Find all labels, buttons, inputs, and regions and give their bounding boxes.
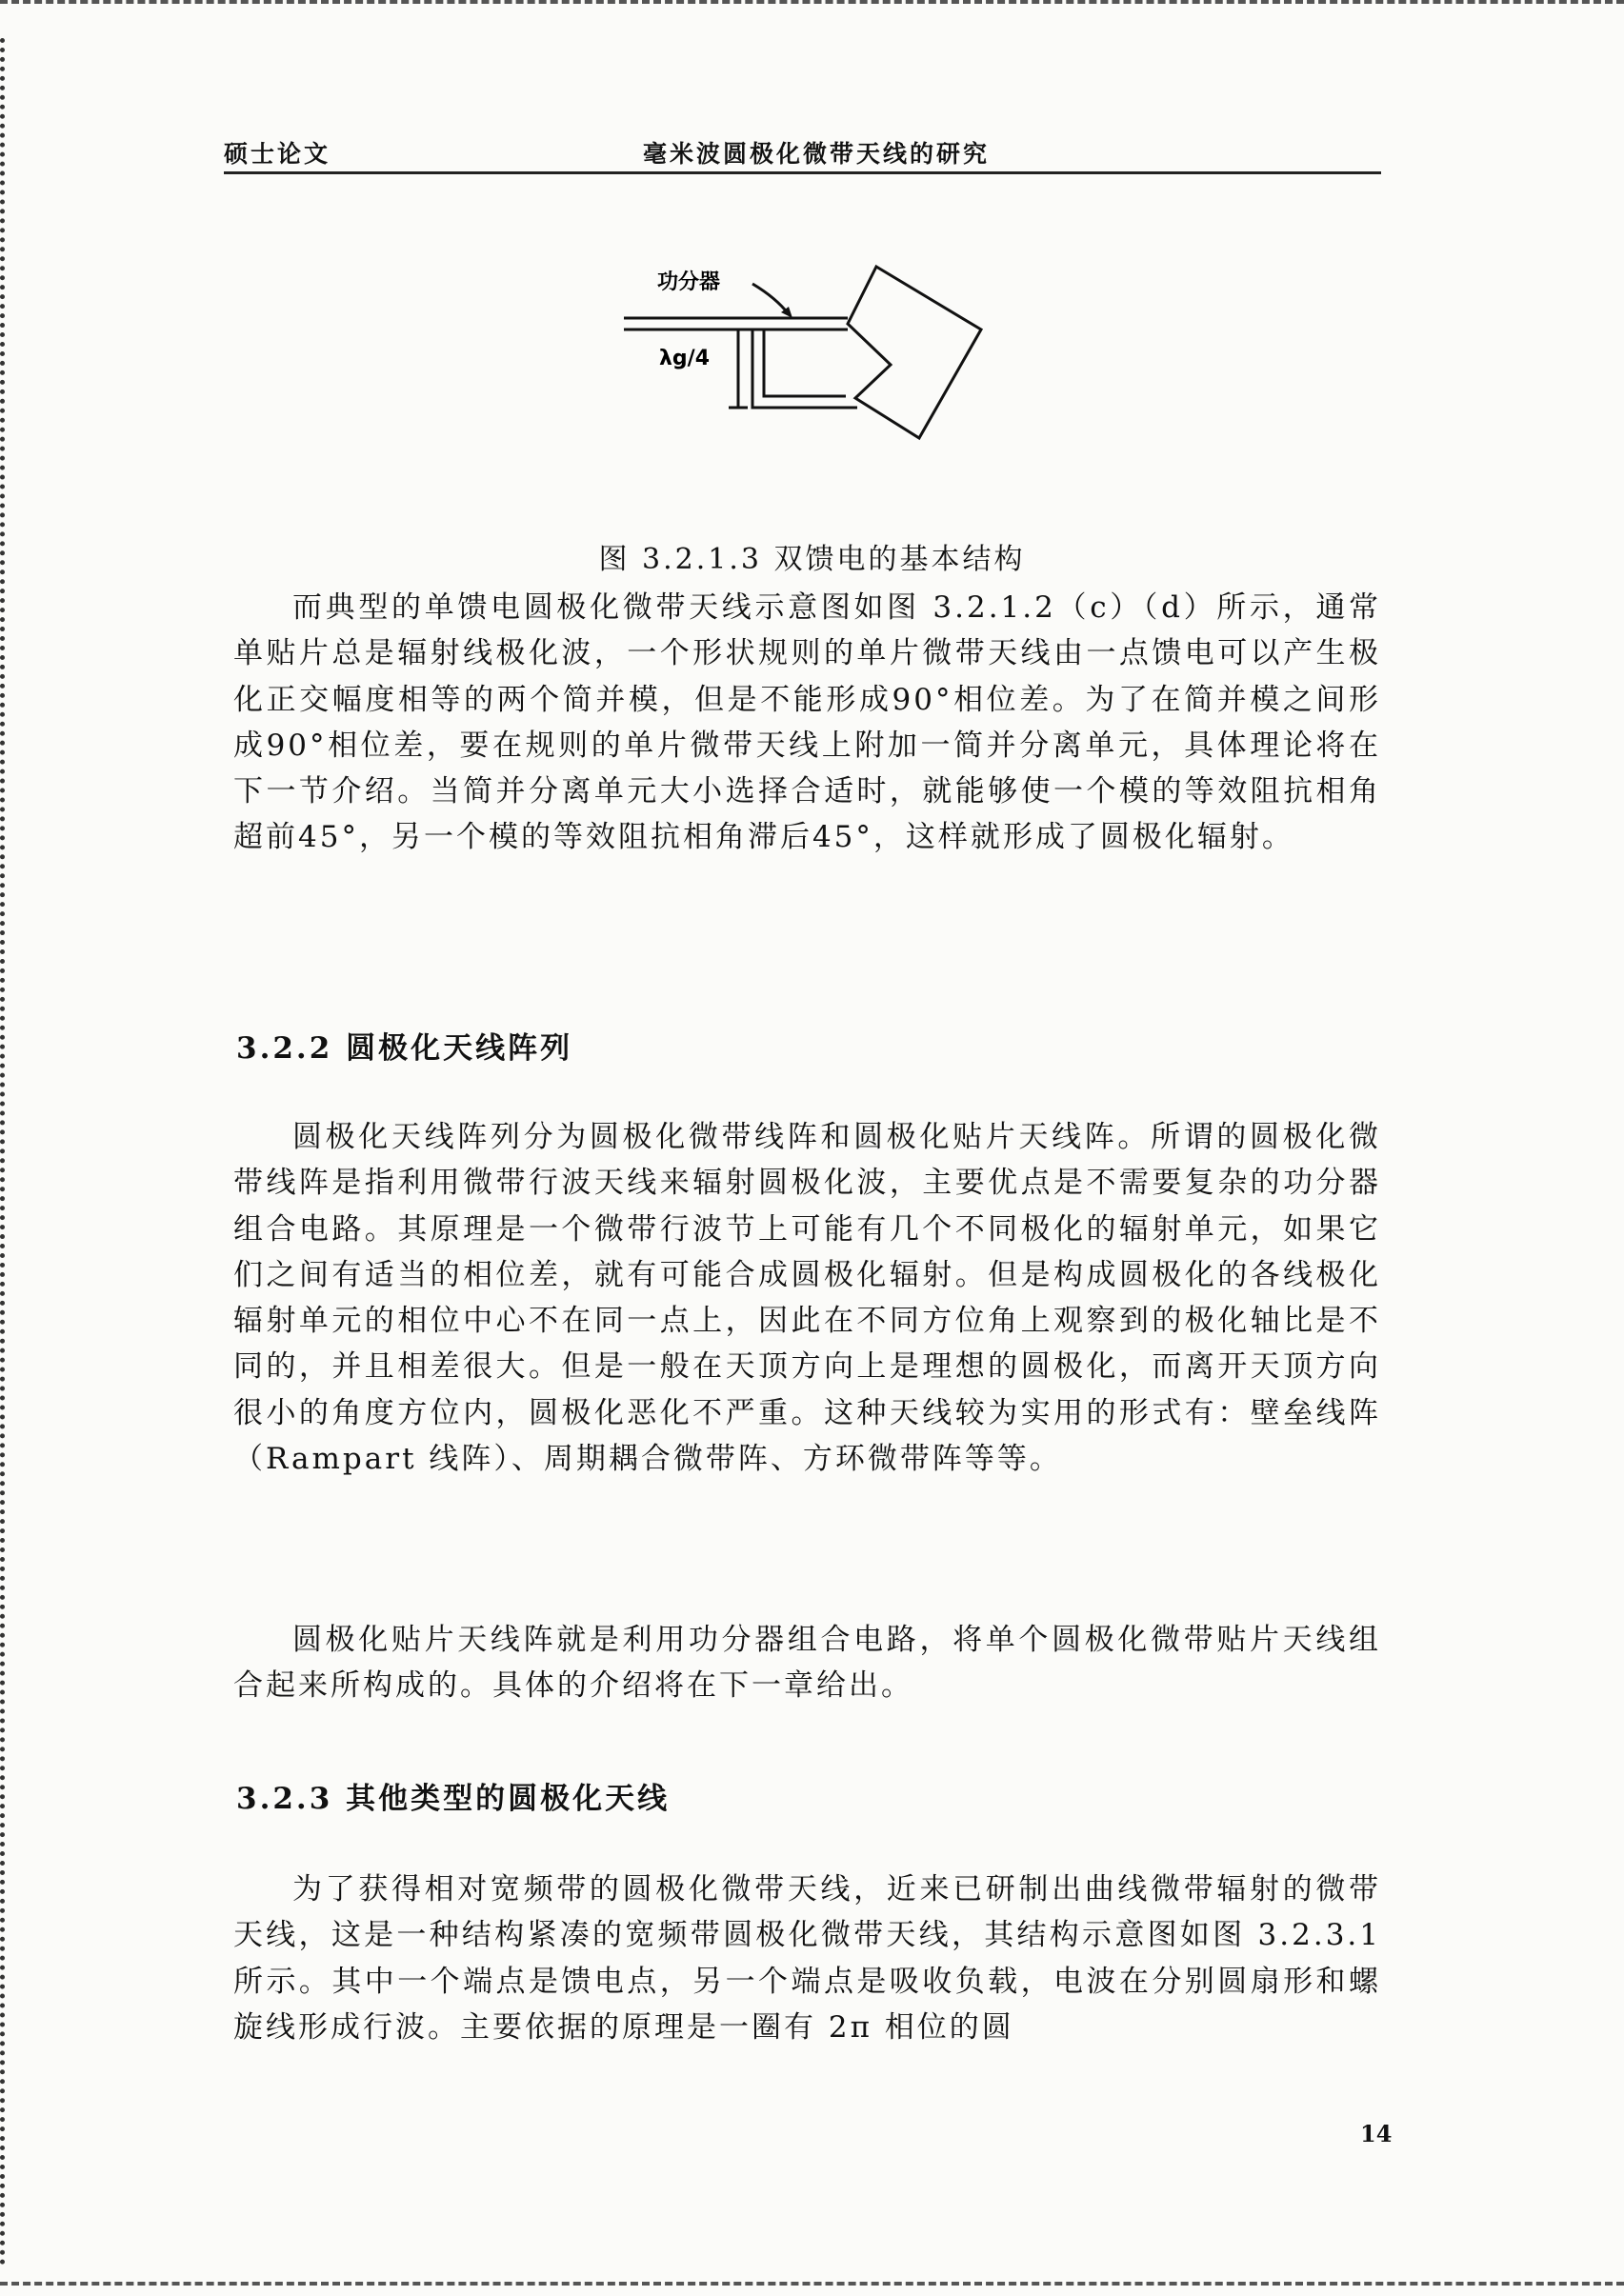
header-thesis-title: 毫米波圆极化微带天线的研究 [643,140,991,168]
header-thesis-type: 硕士论文 [224,140,331,168]
page-number: 14 [1360,2120,1393,2147]
power-divider-label: 功分器 [657,270,721,294]
paragraph-patch-array: 圆极化贴片天线阵就是利用功分器组合电路，将单个圆极化微带贴片天线组合起来所构成的。具体的介绍将在下一章给出。 [233,1623,1381,1704]
section-heading-3-2-3: 3.2.3 其他类型的圆极化天线 [236,1782,671,1816]
paragraph-other-types: 为了获得相对宽频带的圆极化微带天线，近来已研制出曲线微带辐射的微带天线，这是一种结构紧凑的宽频带圆极化微带天线，其结构示意图如图 3.2.3.1 所示。其中一个端点是馈电点，另一个端点是吸收负载，电波在分别圆扇形和螺旋线形成行波。主要依据的原理是一圈有 2π 相位的圆 [233,1872,1381,2045]
dual-feed-diagram [619,255,1000,455]
dual-feed-figure [619,255,1000,455]
running-header [224,133,1381,174]
paragraph-single-feed: 而典型的单馈电圆极化微带天线示意图如图 3.2.1.2（c）（d）所示，通常单贴片总是辐射线极化波，一个形状规则的单片微带天线由一点馈电可以产生极化正交幅度相等的两个简并模，但是不能形成90°相位差。为了在简并模之间形成90°相位差，要在规则的单片微带天线上附加一简并分离单元，具体理论将在下一节介绍。当简并分离单元大小选择合适时，就能够使一个模的等效阻抗相角超前45°，另一个模的等效阻抗相角滞后45°，这样就形成了圆极化辐射。 [233,590,1381,855]
scan-edge-left [0,38,12,2266]
power-divider-pointer [752,284,789,314]
square-patch [848,267,981,438]
scan-edge-bottom [0,2282,1624,2295]
quarter-wave-branch-inner [764,329,846,396]
scan-edge-top [0,0,1624,13]
section-heading-3-2-2: 3.2.2 圆极化天线阵列 [236,1031,573,1066]
figure-caption: 图 3.2.1.3 双馈电的基本结构 [598,543,1026,576]
paragraph-array: 圆极化天线阵列分为圆极化微带线阵和圆极化贴片天线阵。所谓的圆极化微带线阵是指利用微带行波天线来辐射圆极化波，主要优点是不需要复杂的功分器组合电路。其原理是一个微带行波节上可能有几个不同极化的辐射单元，如果它们之间有适当的相位差，就有可能合成圆极化辐射。但是构成圆极化的各线极化辐射单元的相位中心不在同一点上，因此在不同方位角上观察到的极化轴比是不同的，并且相差很大。但是一般在天顶方向上是理想的圆极化，而离开天顶方向很小的角度方位内，圆极化恶化不严重。这种天线较为实用的形式有：壁垒线阵（Rampart 线阵）、周期耦合微带阵、方环微带阵等等。 [233,1120,1381,1477]
quarter-wave-label: λg/4 [659,347,711,370]
